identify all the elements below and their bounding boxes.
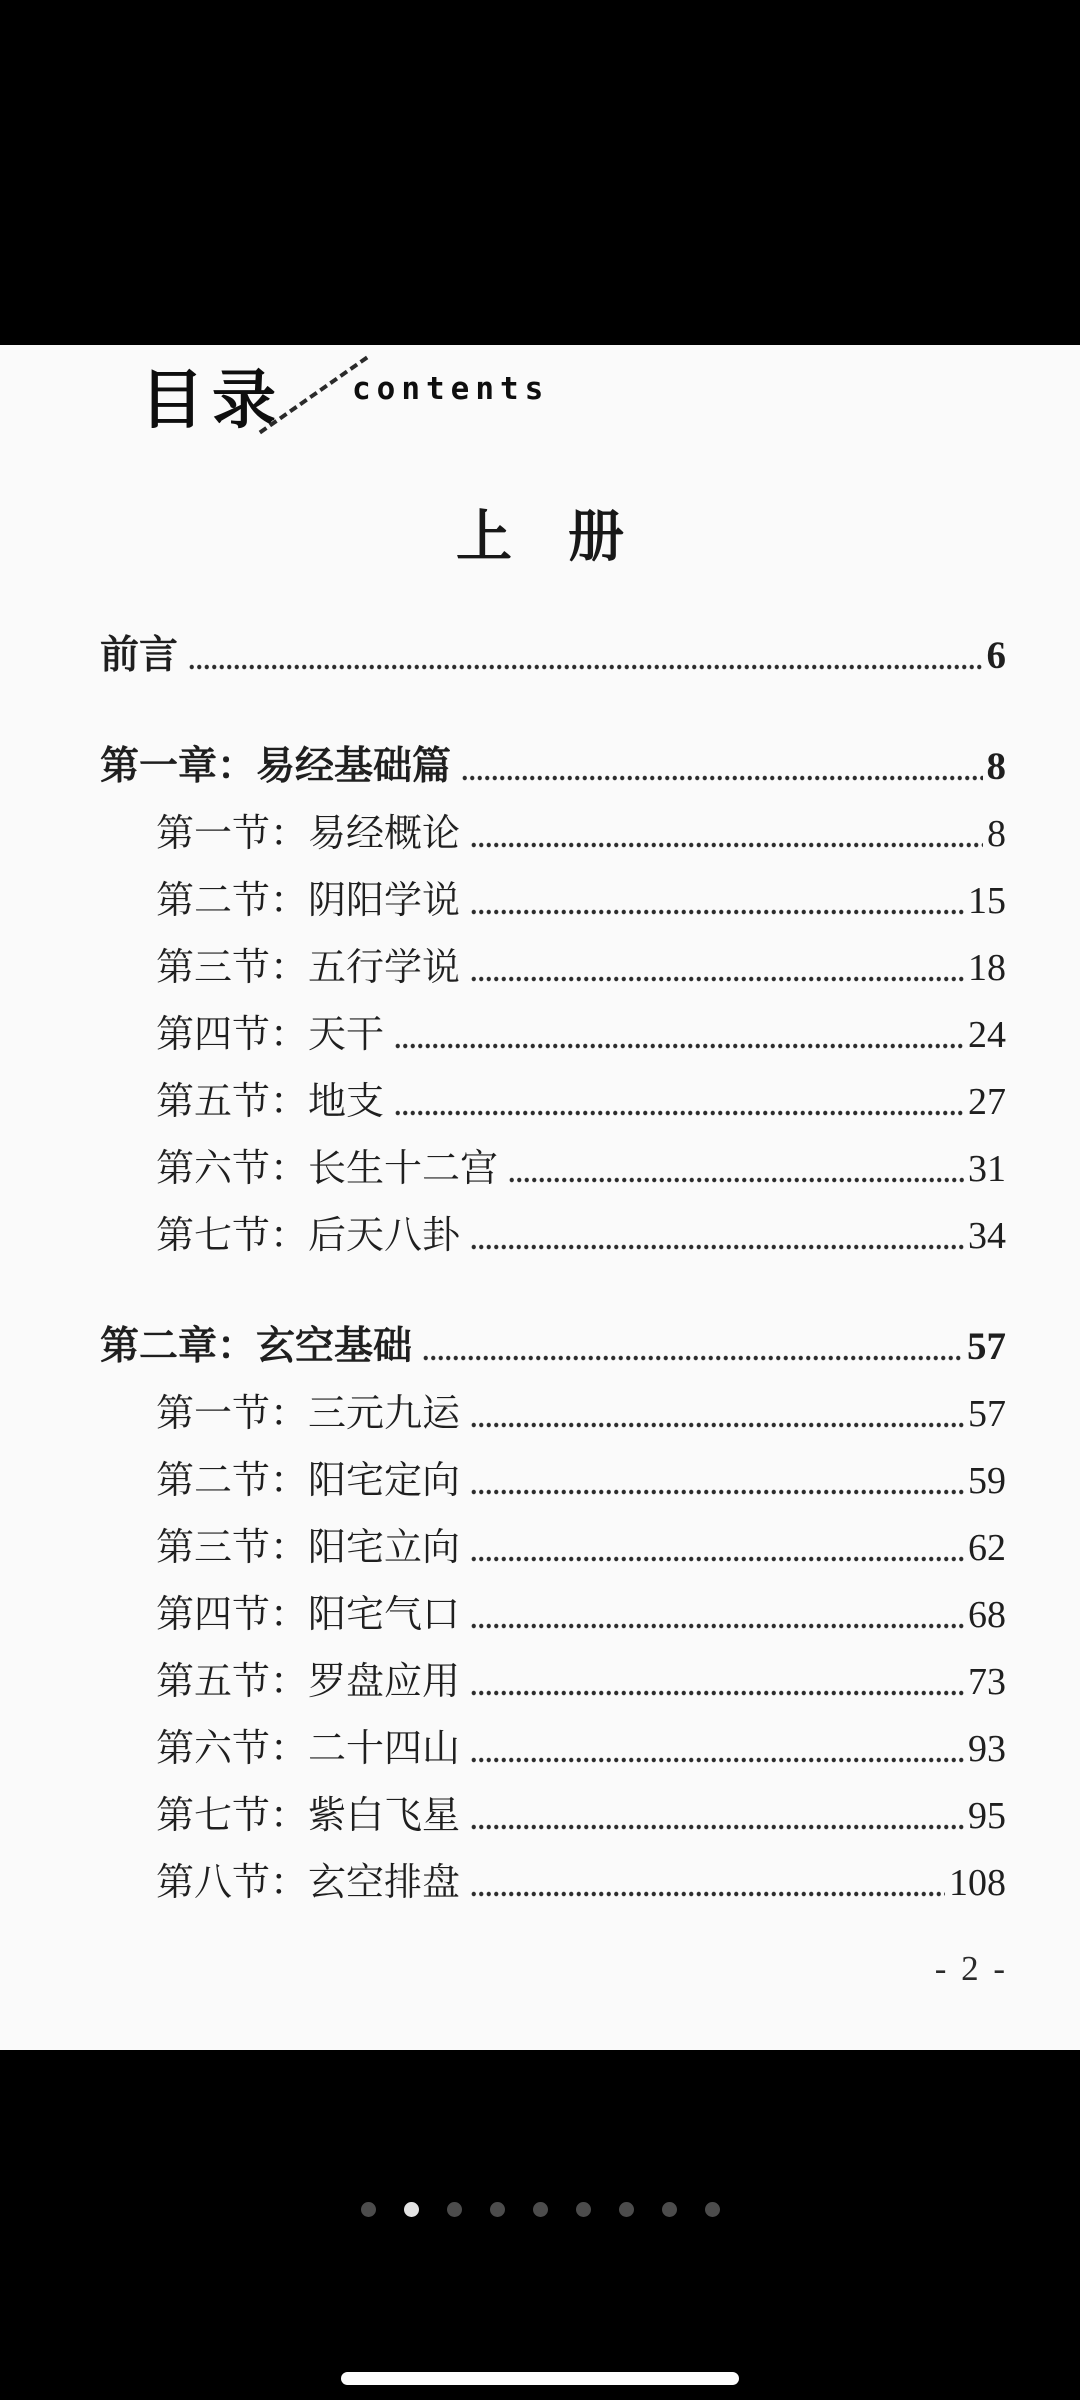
toc-entry-label: 第二节：阳宅定向 (156, 1459, 461, 1502)
toc-entry-page: 8 (986, 745, 1006, 788)
table-of-contents (0, 622, 1080, 1916)
logo-cjk-text: 目录 (140, 364, 284, 438)
toc-entry-page: 6 (986, 634, 1006, 677)
dot-leader (470, 1202, 964, 1269)
logo-latin-text: contents (352, 371, 550, 407)
toc-entry-label: 第七节：紫白飞星 (156, 1794, 461, 1837)
toc-entry-page: 57 (967, 1325, 1006, 1368)
dot-leader (470, 1849, 945, 1916)
dot-leader (188, 622, 982, 689)
toc-row (0, 1514, 1006, 1581)
document-page[interactable] (0, 345, 1080, 2050)
toc-row (0, 1135, 1006, 1202)
toc-entry-page: 95 (968, 1794, 1006, 1837)
toc-entry-page: 59 (968, 1459, 1006, 1502)
toc-row (0, 1648, 1006, 1715)
toc-row (0, 1447, 1006, 1514)
contents-logo (0, 345, 1080, 465)
toc-entry-label: 第四节：阳宅气口 (156, 1593, 461, 1636)
carousel-dot[interactable] (490, 2202, 505, 2217)
toc-row (0, 867, 1006, 934)
dot-leader (470, 1447, 964, 1514)
toc-entry-label: 第三节：五行学说 (156, 946, 461, 989)
dot-leader (394, 1001, 964, 1068)
toc-row (0, 1001, 1006, 1068)
top-black-bar (0, 0, 1080, 345)
dot-leader (470, 1514, 964, 1581)
toc-entry-label: 第二章：玄空基础 (100, 1325, 413, 1368)
toc-row (0, 1068, 1006, 1135)
toc-entry-label: 第六节：长生十二宫 (156, 1147, 499, 1190)
toc-entry-page: 73 (968, 1660, 1006, 1703)
toc-entry-page: 8 (987, 812, 1006, 855)
toc-row (0, 1202, 1006, 1269)
home-indicator[interactable] (341, 2372, 739, 2385)
toc-entry-page: 24 (968, 1013, 1006, 1056)
toc-entry-label: 第一章：易经基础篇 (100, 745, 452, 788)
carousel-dots (0, 2202, 1080, 2217)
dot-leader (470, 1715, 964, 1782)
dot-leader (470, 867, 964, 934)
toc-row (0, 1313, 1006, 1380)
page-number: - 2 - (934, 1949, 1008, 1988)
toc-entry-label: 第五节：罗盘应用 (156, 1660, 461, 1703)
toc-entry-page: 18 (968, 946, 1006, 989)
volume-title: 上 册 (456, 507, 624, 569)
toc-row (0, 1380, 1006, 1447)
toc-row (0, 1782, 1006, 1849)
toc-entry-label: 第四节：天干 (156, 1013, 385, 1056)
dot-leader (470, 934, 964, 1001)
toc-row (0, 800, 1006, 867)
toc-entry-page: 34 (968, 1214, 1006, 1257)
toc-row (0, 1849, 1006, 1916)
toc-entry-page: 15 (968, 879, 1006, 922)
toc-entry-page: 62 (968, 1526, 1006, 1569)
toc-entry-label: 第一节：三元九运 (156, 1392, 461, 1435)
toc-entry-page: 93 (968, 1727, 1006, 1770)
toc-entry-label: 第六节：二十四山 (156, 1727, 461, 1770)
toc-entry-label: 第三节：阳宅立向 (156, 1526, 461, 1569)
carousel-dot[interactable] (447, 2202, 462, 2217)
carousel-dot[interactable] (576, 2202, 591, 2217)
toc-entry-label: 第一节：易经概论 (156, 812, 461, 855)
dot-leader (470, 1782, 964, 1849)
carousel-dot[interactable] (619, 2202, 634, 2217)
dot-leader (470, 1380, 964, 1447)
dot-leader (394, 1068, 964, 1135)
toc-row (0, 1581, 1006, 1648)
toc-entry-page: 31 (968, 1147, 1006, 1190)
dot-leader (461, 733, 982, 800)
toc-entry-page: 27 (968, 1080, 1006, 1123)
carousel-dot[interactable] (361, 2202, 376, 2217)
toc-row (0, 1715, 1006, 1782)
toc-entry-label: 前言 (100, 634, 179, 677)
toc-entry-page: 108 (949, 1861, 1006, 1904)
toc-entry-label: 第七节：后天八卦 (156, 1214, 461, 1257)
toc-row (0, 733, 1006, 800)
dot-leader (470, 1581, 964, 1648)
dot-leader (422, 1313, 963, 1380)
dot-leader (470, 800, 983, 867)
toc-row (0, 622, 1006, 689)
toc-entry-label: 第五节：地支 (156, 1080, 385, 1123)
toc-entry-page: 68 (968, 1593, 1006, 1636)
dot-leader (508, 1135, 964, 1202)
carousel-dot[interactable] (533, 2202, 548, 2217)
toc-entry-label: 第八节：玄空排盘 (156, 1861, 461, 1904)
carousel-dot[interactable] (705, 2202, 720, 2217)
bottom-black-bar (0, 2050, 1080, 2400)
toc-row (0, 934, 1006, 1001)
dot-leader (470, 1648, 964, 1715)
carousel-dot-active[interactable] (404, 2202, 419, 2217)
toc-entry-label: 第二节：阴阳学说 (156, 879, 461, 922)
carousel-dot[interactable] (662, 2202, 677, 2217)
toc-entry-page: 57 (968, 1392, 1006, 1435)
